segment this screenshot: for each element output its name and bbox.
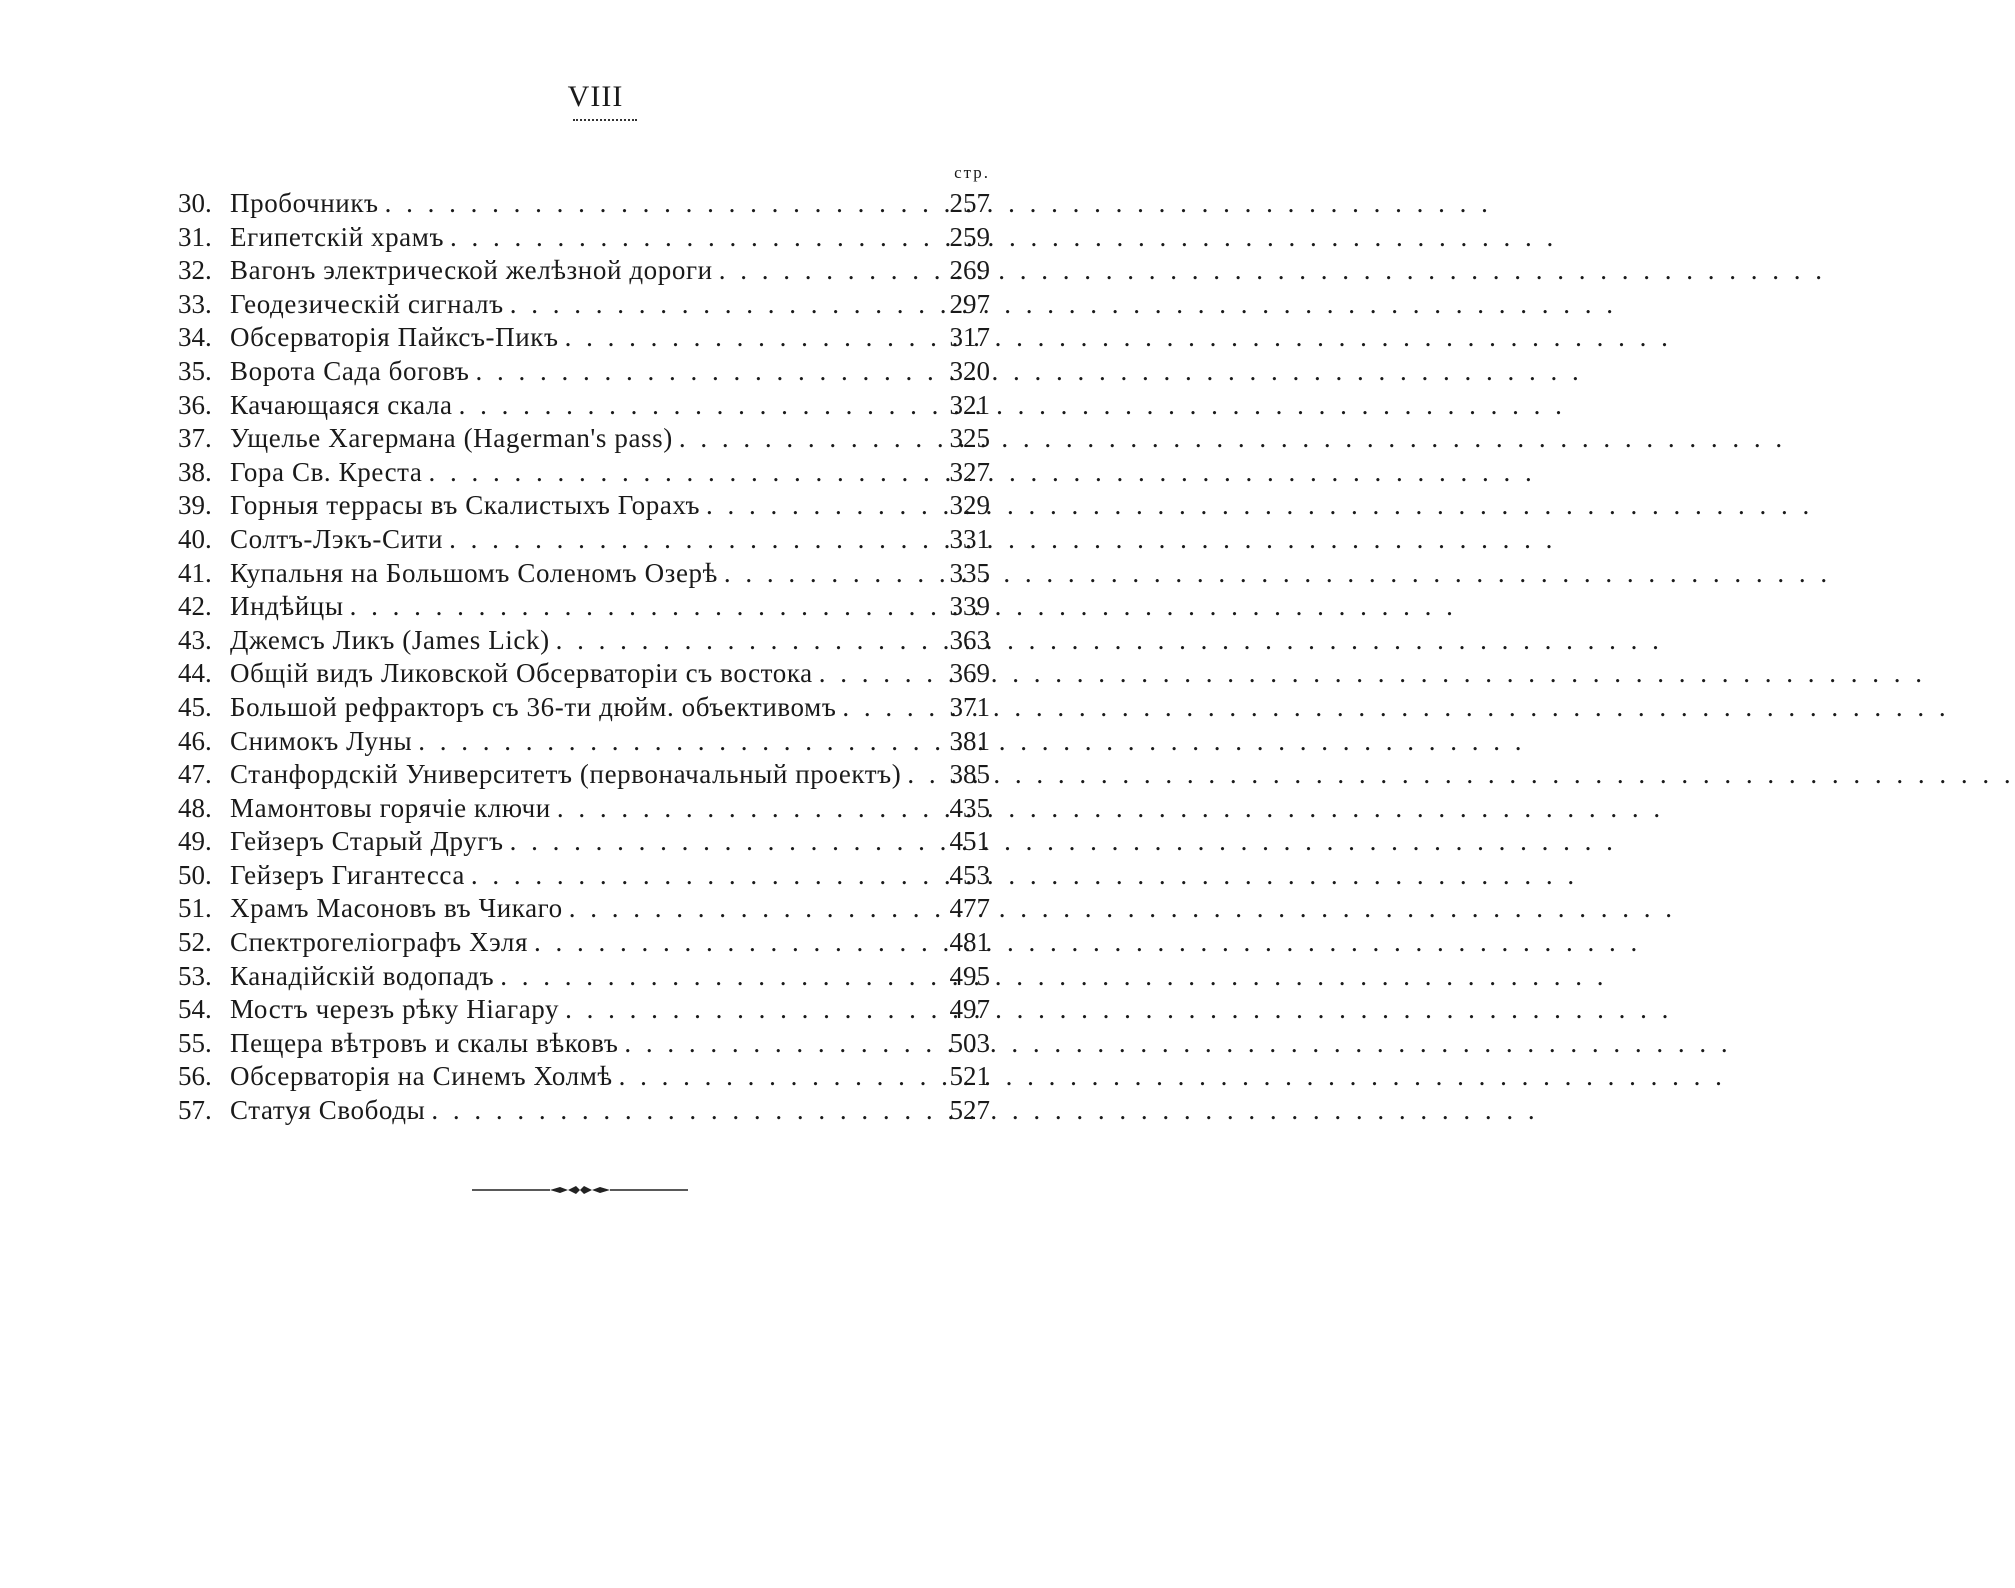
toc-entry-page: 385 <box>949 759 990 790</box>
toc-entry-number: 54. <box>178 994 212 1025</box>
toc-entry-title: Обсерваторія Пайксъ-Пикъ <box>230 322 559 353</box>
toc-entry-title: Пещера вѣтровъ и скалы вѣковъ <box>230 1027 619 1058</box>
dot-leader <box>713 254 936 288</box>
toc-entry-title: Станфордскій Университетъ (первоначальный проектъ) <box>230 759 902 790</box>
toc-entry <box>178 523 990 557</box>
toc-entry <box>178 221 990 255</box>
toc-entry-page: 435 <box>949 792 990 823</box>
toc-entry-title: Статуя Свободы <box>230 1095 426 1126</box>
dot-leader <box>494 960 936 994</box>
toc-entry-number: 51. <box>178 893 212 924</box>
toc-entry-title: Мостъ черезъ рѣку Ніагару <box>230 994 560 1025</box>
dot-leader <box>673 422 936 456</box>
toc-entry-number: 35. <box>178 355 212 386</box>
toc-entry-title: Спектрогеліографъ Хэля <box>230 927 528 958</box>
dot-leader <box>613 1060 936 1094</box>
toc-entry <box>178 758 990 792</box>
toc-entry-number: 33. <box>178 288 212 319</box>
toc-entry-page: 331 <box>949 523 990 554</box>
toc-entry-number: 37. <box>178 423 212 454</box>
toc-entry-title: Канадійскій водопадъ <box>230 960 495 991</box>
toc-entry-title: Мамонтовы горячіе ключи <box>230 792 551 823</box>
toc-entry <box>178 825 990 859</box>
toc-entry <box>178 456 990 490</box>
toc-entry <box>178 892 990 926</box>
page-number: VIII <box>567 80 624 113</box>
toc-entry-title: Солтъ-Лэкъ-Сити <box>230 523 444 554</box>
toc-entry-page: 325 <box>949 423 990 454</box>
dot-leader <box>836 691 936 725</box>
toc-entry-page: 297 <box>949 288 990 319</box>
dot-leader <box>453 389 936 423</box>
toc-entry-number: 34. <box>178 322 212 353</box>
toc-entry-number: 53. <box>178 960 212 991</box>
dot-leader <box>550 624 936 658</box>
dot-leader <box>504 825 936 859</box>
toc-entry <box>178 792 990 826</box>
toc-entry-number: 41. <box>178 557 212 588</box>
toc-entry-title: Обсерваторія на Синемъ Холмѣ <box>230 1061 613 1092</box>
dot-leader <box>412 725 936 759</box>
dot-leader <box>718 557 936 591</box>
page-column-label: стр. <box>954 163 990 182</box>
dot-leader <box>700 489 936 523</box>
toc-entry-number: 45. <box>178 691 212 722</box>
toc-entry-number: 43. <box>178 624 212 655</box>
dot-leader <box>504 288 936 322</box>
toc-entry-number: 46. <box>178 725 212 756</box>
toc-entry-title: Египетскій храмъ <box>230 221 445 252</box>
toc-entry-page: 481 <box>949 927 990 958</box>
toc-entry-number: 50. <box>178 859 212 890</box>
closing-ornament <box>472 1183 688 1197</box>
toc-entry-title: Пробочникъ <box>230 188 379 218</box>
toc-entry <box>178 691 990 725</box>
dot-leader <box>443 523 936 557</box>
toc-entry <box>178 422 990 456</box>
toc-entry <box>178 254 990 288</box>
toc-entry-title: Гейзеръ Гигантесса <box>230 859 465 890</box>
toc-entry-page: 497 <box>949 994 990 1025</box>
toc-entry-number: 42. <box>178 591 212 622</box>
dot-leader <box>559 993 936 1027</box>
toc-entry-number: 57. <box>178 1095 212 1126</box>
dot-leader <box>559 321 936 355</box>
toc-entry-page: 503 <box>949 1027 990 1058</box>
toc-entry-page: 335 <box>949 557 990 588</box>
toc-entry-title: Горныя террасы въ Скалистыхъ Горахъ <box>230 490 701 521</box>
toc-entry <box>178 389 990 423</box>
toc-entry-number: 40. <box>178 523 212 554</box>
toc-entry-page: 453 <box>949 859 990 890</box>
toc-entry-page: 257 <box>949 188 990 218</box>
toc-entry-title: Вагонъ электрической желѣзной дороги <box>230 255 713 286</box>
toc-entry-title: Гора Св. Креста <box>230 456 423 487</box>
toc-entry-page: 495 <box>949 960 990 991</box>
toc-entry-title: Ущелье Хагермана (Hagerman's pass) <box>230 423 673 454</box>
toc-entry-number: 52. <box>178 927 212 958</box>
dot-leader <box>423 456 937 490</box>
dot-leader <box>344 590 936 624</box>
toc-entry-title: Геодезическій сигналъ <box>230 288 504 319</box>
toc-entry <box>178 624 990 658</box>
toc-entry-page: 321 <box>949 389 990 420</box>
dot-leader <box>901 758 936 792</box>
toc-entry-page: 527 <box>949 1095 990 1126</box>
toc-entry <box>178 557 990 591</box>
toc-entry <box>178 355 990 389</box>
toc-entry-page: 477 <box>949 893 990 924</box>
toc-entry-title: Индѣйцы <box>230 591 344 622</box>
toc-entry-page: 320 <box>949 355 990 386</box>
toc-entry-title: Ворота Сада боговъ <box>230 355 470 386</box>
dot-leader <box>563 892 936 926</box>
toc-entry-number: 56. <box>178 1061 212 1092</box>
dot-leader <box>425 1094 936 1128</box>
toc-entry-title: Большой рефракторъ съ 36-ти дюйм. объективомъ <box>230 691 837 722</box>
header-rule <box>573 119 637 121</box>
toc-entry-page: 327 <box>949 456 990 487</box>
toc-entry-page: 381 <box>949 725 990 756</box>
toc-entry <box>178 725 990 759</box>
toc-entry-title: Снимокъ Луны <box>230 725 413 756</box>
toc-entry-title: Общій видъ Ликовской Обсерваторіи съ востока <box>230 658 813 689</box>
dot-leader <box>379 187 936 221</box>
toc-entry <box>178 960 990 994</box>
toc-entry <box>178 288 990 322</box>
toc-entry <box>178 187 990 221</box>
dot-leader <box>444 221 936 255</box>
toc-entry-page: 269 <box>949 255 990 286</box>
dot-leader <box>551 792 936 826</box>
dot-leader <box>469 355 936 389</box>
toc-entry <box>178 1027 990 1061</box>
toc-entry-number: 31. <box>178 221 212 252</box>
dot-leader <box>618 1027 936 1061</box>
toc-entry-number: 49. <box>178 826 212 857</box>
toc-entry-number: 55. <box>178 1027 212 1058</box>
toc-entry <box>178 859 990 893</box>
toc-entry <box>178 590 990 624</box>
toc-entry <box>178 321 990 355</box>
toc-entry-title: Купальня на Большомъ Соленомъ Озерѣ <box>230 557 718 588</box>
toc-entry-number: 47. <box>178 759 212 790</box>
toc-entry-page: 369 <box>949 658 990 689</box>
toc-entry-page: 329 <box>949 490 990 521</box>
toc-entry-page: 371 <box>949 691 990 722</box>
toc-entry <box>178 489 990 523</box>
toc-entry-page: 451 <box>949 826 990 857</box>
toc-entry-page: 521 <box>949 1061 990 1092</box>
toc-entry <box>178 1060 990 1094</box>
toc-entry-title: Гейзеръ Старый Другъ <box>230 826 504 857</box>
toc-entry-title: Джемсъ Ликъ (James Lick) <box>230 624 550 655</box>
dot-leader <box>465 859 936 893</box>
toc-entry-page: 259 <box>949 221 990 252</box>
toc-entry <box>178 926 990 960</box>
toc-entry-title: Качающаяся скала <box>230 389 453 420</box>
toc-entry-page: 317 <box>949 322 990 353</box>
toc-entry-number: 48. <box>178 792 212 823</box>
toc-entry-page: 363 <box>949 624 990 655</box>
toc-entry-number: 39. <box>178 490 212 521</box>
toc-entry <box>178 993 990 1027</box>
toc-entry-page: 339 <box>949 591 990 622</box>
toc-entry-title: Храмъ Масоновъ въ Чикаго <box>230 893 563 924</box>
dot-leader <box>528 926 936 960</box>
toc-entry <box>178 657 990 691</box>
dot-leader <box>813 657 936 691</box>
toc-entry-number: 32. <box>178 255 212 286</box>
toc-entry-number: 38. <box>178 456 212 487</box>
toc-entry-number: 44. <box>178 658 212 689</box>
toc-entry <box>178 1094 990 1128</box>
toc-entry-number: 36. <box>178 389 212 420</box>
toc-entry-number: 30. <box>178 188 212 218</box>
table-of-contents <box>178 187 990 1128</box>
